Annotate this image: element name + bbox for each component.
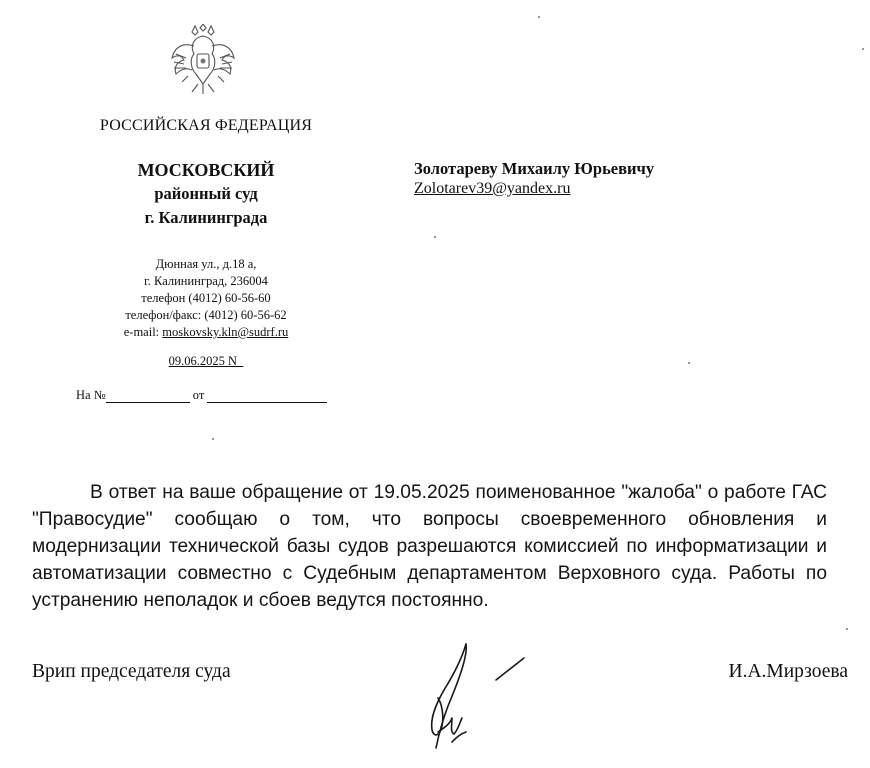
scan-speck (846, 628, 848, 630)
country-name: РОССИЙСКАЯ ФЕДЕРАЦИЯ (99, 117, 313, 134)
court-name-line: МОСКОВСКИЙ (137, 160, 275, 180)
court-address-block (84, 256, 328, 341)
outgoing-number (84, 354, 328, 369)
court-city-line: г. Калининграда (144, 208, 268, 227)
reference-line (76, 388, 327, 403)
recipient-email[interactable]: Zolotarev39@yandex.ru (414, 180, 571, 197)
address-fax: телефон/факс: (4012) 60-56-62 (125, 308, 287, 322)
recipient-name: Золотареву Михаилу Юрьевичу (414, 159, 655, 178)
ref-prefix: На № (76, 388, 106, 402)
court-email-link[interactable]: moskovsky.kln@sudrf.ru (162, 325, 289, 339)
handwritten-signature (408, 638, 533, 756)
ref-date-blank (207, 390, 327, 403)
letter-body: В ответ на ваше обращение от 19.05.2025 поименованное "жалоба" о работе ГАС "Правосудие" сообщаю о том, что вопросы своевременного обновления и модернизации технической базы судов разрешаются комиссией по информатизации и автоматизации совместно с Судебным департаментом Верховного суда. Работы по устранению неполадок и сбоев ведутся постоянно. (32, 482, 827, 611)
scan-speck (434, 236, 436, 238)
scan-speck (538, 16, 540, 18)
ref-middle: от (192, 388, 205, 402)
court-name-block (84, 158, 328, 230)
address-street: Дюнная ул., д.18 а, (155, 257, 257, 271)
address-phone: телефон (4012) 60-56-60 (141, 291, 271, 305)
outgoing-date: 09.06.2025 N (168, 354, 238, 368)
ref-number-blank (106, 390, 190, 403)
scan-speck (688, 362, 690, 364)
court-type-line: районный суд (154, 184, 258, 203)
signatory-role: Врип председателя суда (32, 661, 231, 682)
address-city: г. Калининград, 236004 (144, 274, 268, 288)
scan-speck (862, 48, 864, 50)
coat-of-arms-emblem (168, 24, 238, 96)
scan-speck (212, 438, 214, 440)
signatory-name: И.А.Мирзоева (728, 661, 848, 682)
court-email-line (84, 324, 328, 341)
email-prefix: e-mail: (123, 325, 160, 339)
